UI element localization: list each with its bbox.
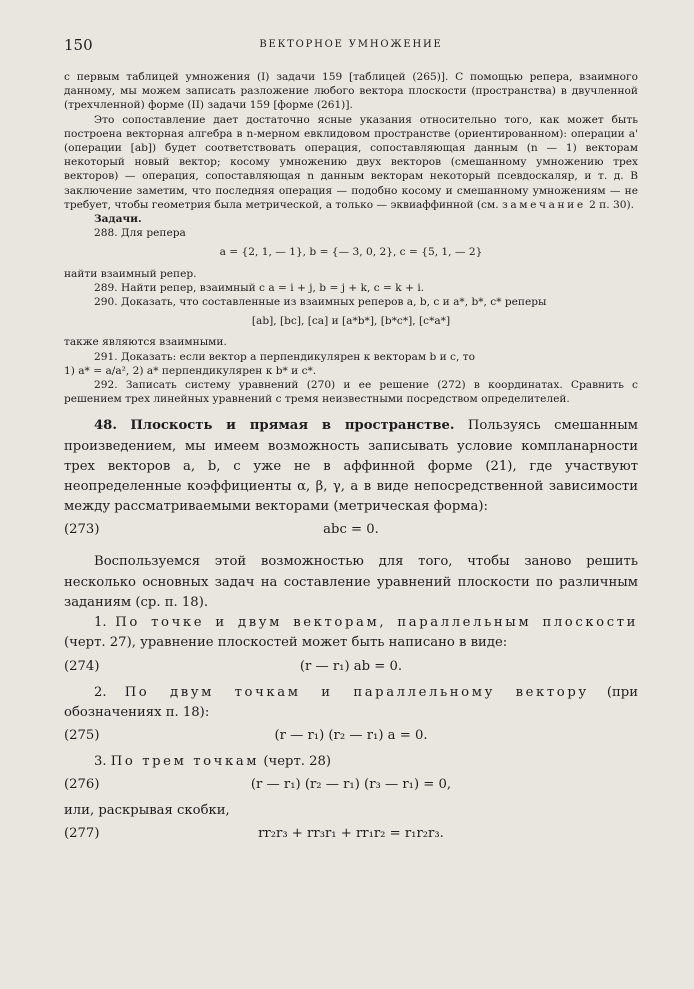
section-intro-text: Пользуясь смешанным произведением, мы имеем возможность записывать условие компланарности трех векторов a, b, c уже не в аффинной форме (21), где участвуют неопределенные коэффициенты α, β, γ, а в виде непосредственной зависимости между рассматриваемыми векторами (метрическая форма):	[64, 418, 638, 515]
equation-276-expression: (r — r₁) (r₂ — r₁) (r₃ — r₁) = 0,	[250, 777, 452, 793]
paragraph-use: Воспользуемся этой возможностью для того, чтобы заново решить несколько основных задач на составление уравнений плоскости по различным заданиям (ср. п. 18).	[64, 554, 638, 610]
item-2	[64, 683, 638, 723]
task-289-number: 289.	[94, 281, 118, 294]
tasks-heading: Задачи.	[94, 213, 142, 226]
page-body	[64, 70, 638, 850]
item-1-number: 1.	[94, 615, 107, 631]
task-288-formula: a = {2, 1, — 1}, b = {— 3, 0, 2}, c = {5, 1, — 2}	[219, 246, 483, 259]
task-289	[64, 281, 638, 295]
task-290-text: Доказать, что составленные из взаимных реперов a, b, c и a*, b*, c* реперы	[120, 296, 547, 309]
task-288	[64, 226, 638, 240]
equation-275-number: (275)	[64, 727, 100, 743]
equation-273-number: (273)	[64, 522, 100, 538]
task-292	[64, 378, 638, 406]
task-291-line2: 1) a* = a/a², 2) a* перпендикулярен к b* и c*.	[64, 364, 317, 377]
item-2-rest: (при обозначениях п. 18):	[64, 684, 638, 720]
task-291-text: Доказать: если вектор a перпендикулярен к векторам b и c, то	[120, 350, 475, 363]
item-2-spaced: По двум точкам и параллельному вектору	[124, 684, 589, 700]
task-288-text: Для репера	[120, 227, 186, 240]
equation-274-expression: (r — r₁) ab = 0.	[299, 658, 403, 674]
paragraph-comparison-end: 2 п. 30).	[589, 198, 634, 211]
item-1-spaced: По точке и двум векторам, параллельным плоскости	[115, 615, 638, 631]
item-1-rest: (черт. 27), уравнение плоскостей может быть написано в виде:	[64, 635, 508, 651]
task-290-number: 290.	[94, 296, 118, 309]
item-3-spaced: По трем точкам	[110, 753, 260, 769]
equation-273-expression: abc = 0.	[323, 522, 379, 538]
section-title: Плоскость и прямая в пространстве.	[130, 418, 455, 434]
equation-273	[64, 520, 638, 546]
spaced-word-remark: замечание	[501, 198, 586, 211]
task-292-text: Записать систему уравнений (270) и ее решение (272) в координатах. Сравнить с решением трех линейных уравнений с тремя неизвестными посредством определителей.	[64, 379, 638, 406]
page-number: 150	[64, 36, 93, 54]
item-3-rest: (черт. 28)	[263, 753, 332, 769]
task-291	[64, 350, 638, 364]
paragraph-or: или, раскрывая скобки,	[64, 803, 230, 819]
section-48	[64, 416, 638, 850]
task-291-number: 291.	[94, 350, 118, 363]
task-288-number: 288.	[94, 227, 118, 240]
task-289-text: Найти репер, взаимный с a = i + j, b = j + k, c = k + i.	[120, 281, 425, 294]
task-288-after: найти взаимный репер.	[64, 267, 197, 280]
equation-275-expression: (r — r₁) (r₂ — r₁) a = 0.	[274, 727, 428, 743]
item-3-number: 3.	[94, 753, 107, 769]
small-print-block	[64, 70, 638, 406]
equation-276-number: (276)	[64, 777, 100, 793]
paragraph-comparison-text: Это сопоставление дает достаточно ясные указания относительно того, как может быть построена векторная алгебра в n-мерном евклидовом пространстве (ориентированном): операции a' (операции [ab]) будет соответствовать операция, сопоставляющая данным (n — 1) векторам некоторый новый вектор; косому умножению двух векторов (смешанному умножению трех векторов) — операция, сопоставляющая n данным векторам некоторый псевдоскаляр, и т. д. В заключение заметим, что последняя операция — подобно косому и смешанному умножениям — не требует, чтобы геометрия была метрической, а только — эквиаффинной (см.	[64, 113, 638, 211]
equation-274-number: (274)	[64, 658, 100, 674]
section-number: 48.	[94, 418, 117, 434]
equation-274	[64, 657, 638, 683]
item-1	[64, 613, 638, 653]
task-290	[64, 295, 638, 309]
page-header	[64, 36, 638, 56]
item-2-number: 2.	[94, 684, 107, 700]
task-290-formula: [ab], [bc], [ca] и [a*b*], [b*c*], [c*a*]	[251, 315, 451, 328]
task-290-after: также являются взаимными.	[64, 336, 227, 349]
task-292-number: 292.	[94, 379, 118, 392]
equation-275	[64, 726, 638, 752]
paragraph-comparison	[64, 113, 638, 212]
equation-277-number: (277)	[64, 826, 100, 842]
running-head: ВЕКТОРНОЕ УМНОЖЕНИЕ	[259, 39, 443, 50]
paragraph-continuation: с первым таблицей умножения (I) задачи 159 [таблицей (265)]. С помощью репера, взаимного данному, мы можем записать разложение любого вектора плоскости (пространства) в двучленной (трехчленной) форме (II) задачи 159 [форме (261)].	[64, 71, 638, 112]
section-intro	[64, 416, 638, 517]
equation-276	[64, 775, 638, 801]
equation-277-expression: rr₂r₃ + rr₃r₁ + rr₁r₂ = r₁r₂r₃.	[258, 826, 444, 842]
equation-277	[64, 824, 638, 850]
item-3	[64, 752, 638, 772]
